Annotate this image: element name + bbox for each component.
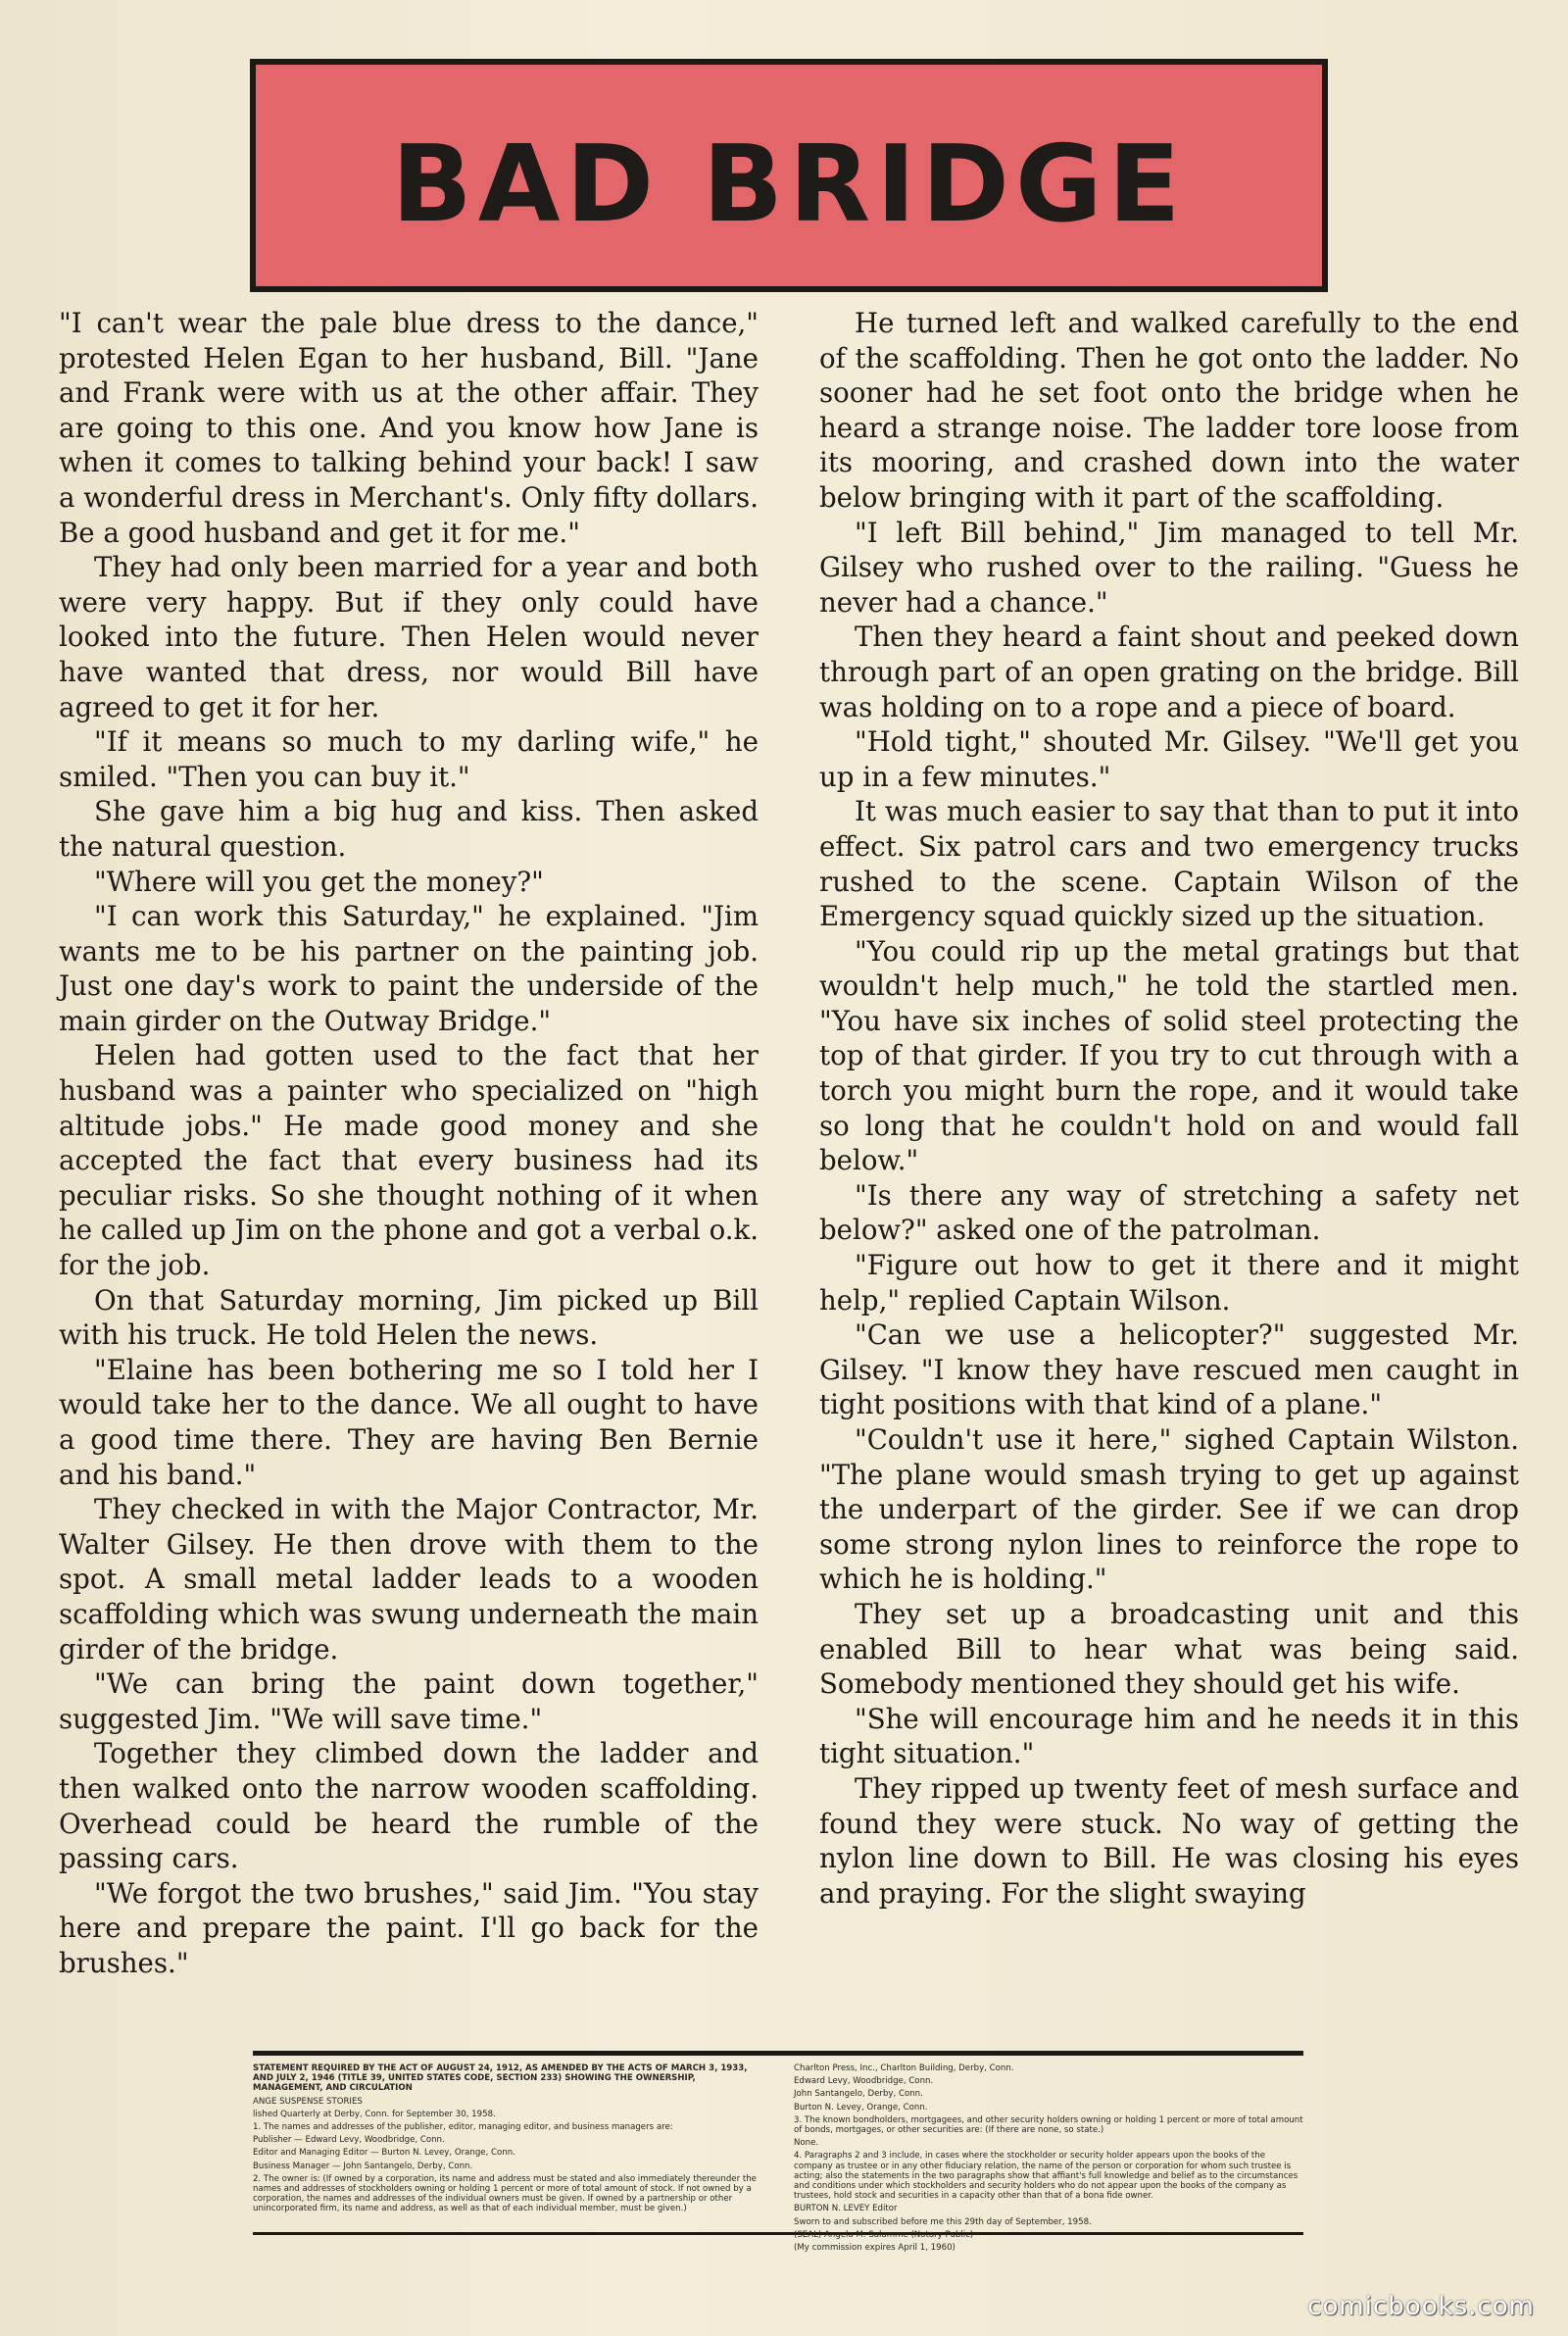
- paragraph: They ripped up twenty feet of mesh surface and found they were stuck. No way of getting the nylon line down to Bill. He was closing his eyes and praying. For the slight swaying: [819, 1771, 1519, 1910]
- statement-line: Edward Levy, Woodbridge, Conn.: [794, 2076, 934, 2087]
- statement-line: 2. The owner is: (If owned by a corporation, its name and address must be stated and also immediately thereunder the names and addresses of stockholders owning or holding 1 percent or more of total amount of stock. If not owned by a corporation, the names and addresses of the individual owners must be given. If owned by a partnership or other unincorporated firm, its name and address, as well as that of each individual member, must be given.): [253, 2173, 757, 2214]
- paragraph: Together they climbed down the ladder and then walked onto the narrow wooden scaffolding. Overhead could be heard the rumble of the passing cars.: [59, 1737, 759, 1875]
- ownership-statement: [253, 2051, 1303, 2254]
- statement-line: Burton N. Levey, Orange, Conn.: [794, 2102, 928, 2112]
- statement-heading: STATEMENT REQUIRED BY THE ACT OF AUGUST 24, 1912, AS AMENDED BY THE ACTS OF MARCH 3, 1933, AND JULY 2, 1946 (TITLE 39, UNITED STATES CODE, SECTION 233) SHOWING THE OWNERSHIP, MANAGEMENT, AND CIRCULATION: [253, 2063, 748, 2094]
- statement-line: 3. The known bondholders, mortgagees, and other security holders owning or holding 1 percent or more of total amount of bonds, mortgages, or other securities are: (If there are none, so state.): [794, 2114, 1303, 2136]
- paragraph: "I can't wear the pale blue dress to the dance," protested Helen Egan to her husband, Bill. "Jane and Frank were with us at the other affair. They are going to this one. And you know how Jane is when it comes to talking behind your back! I saw a wonderful dress in Merchant's. Only fifty dollars. Be a good husband and get it for me.": [59, 307, 759, 549]
- right-text-column: [819, 306, 1519, 1911]
- paragraph: "I can work this Saturday," he explained. "Jim wants me to be his partner on the painting job. Just one day's work to paint the underside of the main girder on the Outway Bridge.": [59, 900, 759, 1037]
- paragraph: Then they heard a faint shout and peeked down through part of an open grating on the bridge. Bill was holding on to a rope and a piece of board.: [819, 621, 1519, 723]
- paragraph: "We forgot the two brushes," said Jim. "You stay here and prepare the paint. I'll go back for the brushes.": [59, 1876, 759, 1979]
- statement-line: Publisher — Edward Levy, Woodbridge, Conn.: [253, 2135, 445, 2146]
- paragraph: "Is there any way of stretching a safety net below?" asked one of the patrolman.: [819, 1178, 1519, 1247]
- statement-line: John Santangelo, Derby, Conn.: [794, 2089, 923, 2100]
- statement-line: None.: [794, 2138, 819, 2149]
- statement-right-column: [794, 2063, 1303, 2254]
- site-watermark: comicbooks.com: [1307, 2292, 1535, 2321]
- title-banner: [250, 59, 1328, 292]
- paragraph: They had only been married for a year and both were very happy. But if they only could have looked into the future. Then Helen would never have wanted that dress, nor would Bill have agreed to get it for her.: [59, 551, 759, 723]
- paragraph: "Hold tight," shouted Mr. Gilsey. "We'll get you up in a few minutes.": [819, 725, 1519, 793]
- statement-line: Charlton Press, Inc., Charlton Building, Derby, Conn.: [794, 2063, 1014, 2073]
- paragraph: "Couldn't use it here," sighed Captain Wilston. "The plane would smash trying to get up against the underpart of the girder. See if we can drop some strong nylon lines to reinforce the rope to which he is holding.": [819, 1423, 1519, 1596]
- paragraph: "Where will you get the money?": [94, 865, 544, 898]
- paragraph: He turned left and walked carefully to the end of the scaffolding. Then he got onto the ladder. No sooner had he set foot onto the bridge when he heard a strange noise. The ladder tore loose from its mooring, and crashed down into the water below bringing with it part of the scaffolding.: [819, 307, 1519, 514]
- paragraph: Helen had gotten used to the fact that her husband was a painter who specialized on "high altitude jobs." He made good money and she accepted the fact that every business had its peculiar risks. So she thought nothing of it when he called up Jim on the phone and got a verbal o.k. for the job.: [59, 1039, 759, 1282]
- statement-line: Editor and Managing Editor — Burton N. Levey, Orange, Conn.: [253, 2148, 515, 2159]
- paragraph: "I left Bill behind," Jim managed to tell Mr. Gilsey who rushed over to the railing. "Guess he never had a chance.": [819, 516, 1519, 619]
- statement-line: BURTON N. LEVEY Editor: [794, 2204, 898, 2214]
- paragraph: "Elaine has been bothering me so I told her I would take her to the dance. We all ought to have a good time there. They are having Ben Bernie and his band.": [59, 1353, 759, 1491]
- paragraph: "Figure out how to get it there and it might help," replied Captain Wilson.: [819, 1249, 1519, 1317]
- statement-line: (SEAL) Angela M. Salamme (Notary Public): [794, 2229, 974, 2240]
- paragraph: "You could rip up the metal gratings but that wouldn't help much," he told the startled men. "You have six inches of solid steel protecting the top of that girder. If you try to cut through with a torch you might burn the rope, and it would take so long that he couldn't hold on and would fall below.": [819, 934, 1519, 1177]
- statement-line: ANGE SUSPENSE STORIES: [253, 2096, 363, 2107]
- left-text-column: [59, 306, 759, 1981]
- paragraph: "We can bring the paint down together," suggested Jim. "We will save time.": [59, 1667, 759, 1735]
- statement-line: Business Manager — John Santangelo, Derby, Conn.: [253, 2161, 473, 2171]
- statement-line: 1. The names and addresses of the publisher, editor, managing editor, and business managers are:: [253, 2122, 673, 2133]
- statement-line: Sworn to and subscribed before me this 29th day of September, 1958.: [794, 2216, 1092, 2227]
- paragraph: "Can we use a helicopter?" suggested Mr. Gilsey. "I know they have rescued men caught in tight positions with that kind of a plane.": [819, 1318, 1519, 1421]
- paragraph: She gave him a big hug and kiss. Then asked the natural question.: [59, 795, 759, 863]
- paragraph: On that Saturday morning, Jim picked up Bill with his truck. He told Helen the news.: [59, 1283, 759, 1352]
- paragraph: "If it means so much to my darling wife," he smiled. "Then you can buy it.": [59, 725, 759, 793]
- paragraph: They set up a broadcasting unit and this enabled Bill to hear what was being said. Somebody mentioned they should get his wife.: [819, 1597, 1519, 1701]
- statement-line: (My commission expires April 1, 1960): [794, 2243, 956, 2254]
- paragraph: They checked in with the Major Contractor, Mr. Walter Gilsey. He then drove with them to the spot. A small metal ladder leads to a wooden scaffolding which was swung underneath the main girder of the bridge.: [59, 1493, 759, 1665]
- statement-line: lished Quarterly at Derby, Conn. for September 30, 1958.: [253, 2109, 496, 2119]
- paragraph: "She will encourage him and he needs it in this tight situation.": [819, 1702, 1519, 1770]
- statement-left-column: [253, 2063, 762, 2232]
- statement-line: 4. Paragraphs 2 and 3 include, in cases where the stockholder or security holder appears upon the books of the company as trustee or in any other fiduciary relation, the name of the person or corporation for whom such trustee is acting; also the statements in the two paragraphs show that affiant's full knowledge and belief as to the circumstances and conditions under which stockholders and security holders who do not appear upon the books of the company as trustees, hold stock and securities in a capacity other than that of a bona fide owner.: [794, 2151, 1298, 2202]
- story-title: BAD BRIDGE: [391, 123, 1187, 246]
- paragraph: It was much easier to say that than to put it into effect. Six patrol cars and two emergency trucks rushed to the scene. Captain Wilson of the Emergency squad quickly sized up the situation.: [819, 795, 1519, 933]
